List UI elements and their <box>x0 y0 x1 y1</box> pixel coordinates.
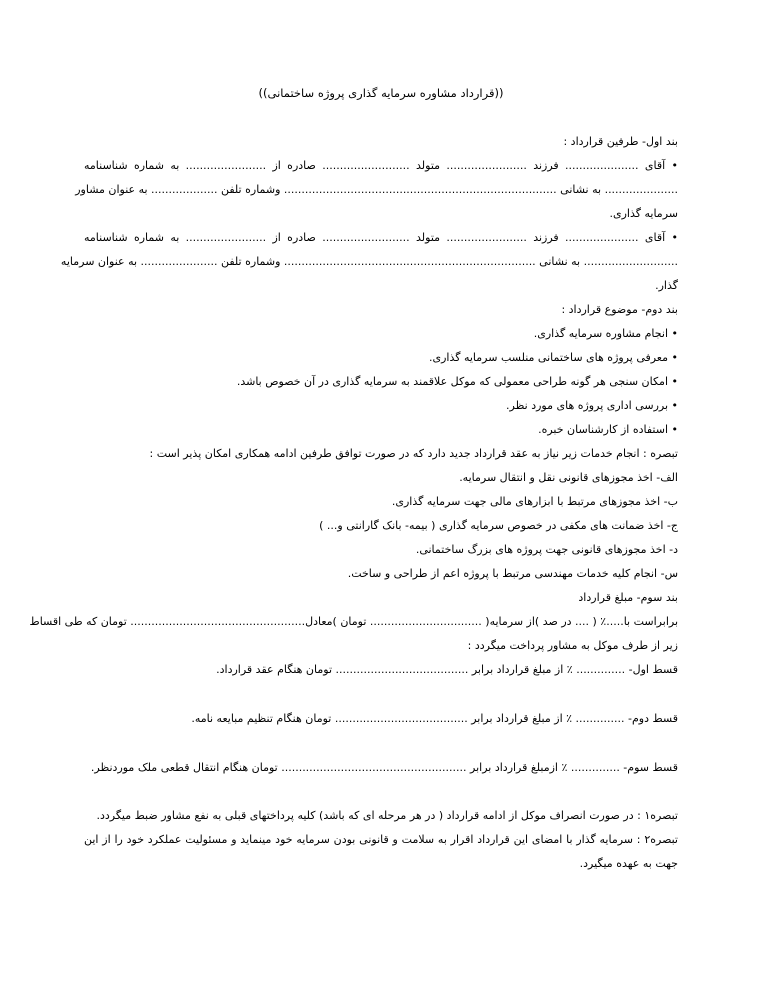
contract-title: ((قرارداد مشاوره سرمایه گذاری پروژه ساختمانی)) <box>258 86 504 100</box>
installment-3: قسط سوم- .............. ٪ ازمبلغ قرارداد برابر ..................................................... تومان هنگام انتقال قطعی ملک موردنظر. <box>90 761 678 774</box>
installment-2: قسط دوم- .............. ٪ از مبلغ قرارداد برابر ...................................... تومان هنگام تنظیم مبایعه نامه. <box>191 712 678 725</box>
subject-item: • امکان سنجی هر گونه طراحی معمولی که موکل علاقمند به سرمایه گذاری در آن خصوص باشد. <box>236 375 678 388</box>
note-1: تبصره۱ : در صورت انصراف موکل از ادامه قرارداد ( در هر مرحله ای که باشد) کلیه پرداختهای قبلی به نفع مشاور ضبط میگردد. <box>96 809 678 822</box>
party-1-line-1: • آقای ..................... فرزند ....................... متولد ......................... صادره از ....................... به شماره شناسنامه <box>84 159 678 172</box>
subject-item: • استفاده از کارشناسان خبره. <box>538 423 678 436</box>
note-item: الف- اخذ مجوزهای قانونی نقل و انتقال سرمایه. <box>459 471 678 484</box>
clause-2-heading: بند دوم- موضوع قرارداد : <box>561 303 678 316</box>
note-item: د- اخذ مجوزهای قانونی جهت پروژه های بزرگ ساختمانی. <box>415 543 678 556</box>
installment-1: قسط اول- .............. ٪ از مبلغ قرارداد برابر ...................................... تومان هنگام عقد قرارداد. <box>216 663 678 676</box>
subject-item: • بررسی اداری پروژه های مورد نظر. <box>506 399 678 412</box>
amount-line-2: زیر از طرف موکل به مشاور پرداخت میگردد : <box>467 639 678 652</box>
note-2-line-1: تبصره۲ : سرمایه گذار با امضای این قرارداد اقرار به سلامت و قانونی بودن سرمایه خود مینماید و مسئولیت عملکرد خود را از این <box>84 833 678 846</box>
party-1-line-3: سرمایه گذاری. <box>609 207 678 220</box>
party-2-line-3: گذار. <box>655 279 678 292</box>
note-item: ج- اخذ ضمانت های مکفی در خصوص سرمایه گذاری ( بیمه- بانک گارانتی و... ) <box>319 519 678 532</box>
subject-item: • انجام مشاوره سرمایه گذاری. <box>533 327 678 340</box>
party-1-line-2: ..................... به نشانی .............................................................................. وشماره تلفن ................... به عنوان مشاور <box>75 183 678 196</box>
note-item: ب- اخذ مجوزهای مرتبط با ابزارهای مالی جهت سرمایه گذاری. <box>391 495 678 508</box>
clause-1-heading: بند اول- طرفین قرارداد : <box>563 135 678 148</box>
note-heading: تبصره : انجام خدمات زیر نیاز به عقد قرارداد جدید دارد که در صورت توافق طرفین ادامه همکاری امکان پذیر است : <box>149 447 678 460</box>
note-2-line-2: جهت به عهده میگیرد. <box>579 857 678 870</box>
party-2-line-2: ........................... به نشانی ........................................................................ وشماره تلفن ...................... به عنوان سرمایه <box>60 255 678 268</box>
note-item: س- انجام کلیه خدمات مهندسی مرتبط با پروژه اعم از طراحی و ساخت. <box>347 567 678 580</box>
amount-line-1: برابراست با.....٪ ( .... در صد )از سرمایه( ................................ تومان )معادل.................................................. تومان که طی اقساط <box>29 615 678 628</box>
party-2-line-1: • آقای ..................... فرزند ....................... متولد ......................... صادره از ....................... به شماره شناسنامه <box>84 231 678 244</box>
clause-3-heading: بند سوم- مبلغ قرارداد <box>578 591 678 604</box>
subject-item: • معرفی پروژه های ساختمانی منلسب سرمایه گذاری. <box>428 351 678 364</box>
